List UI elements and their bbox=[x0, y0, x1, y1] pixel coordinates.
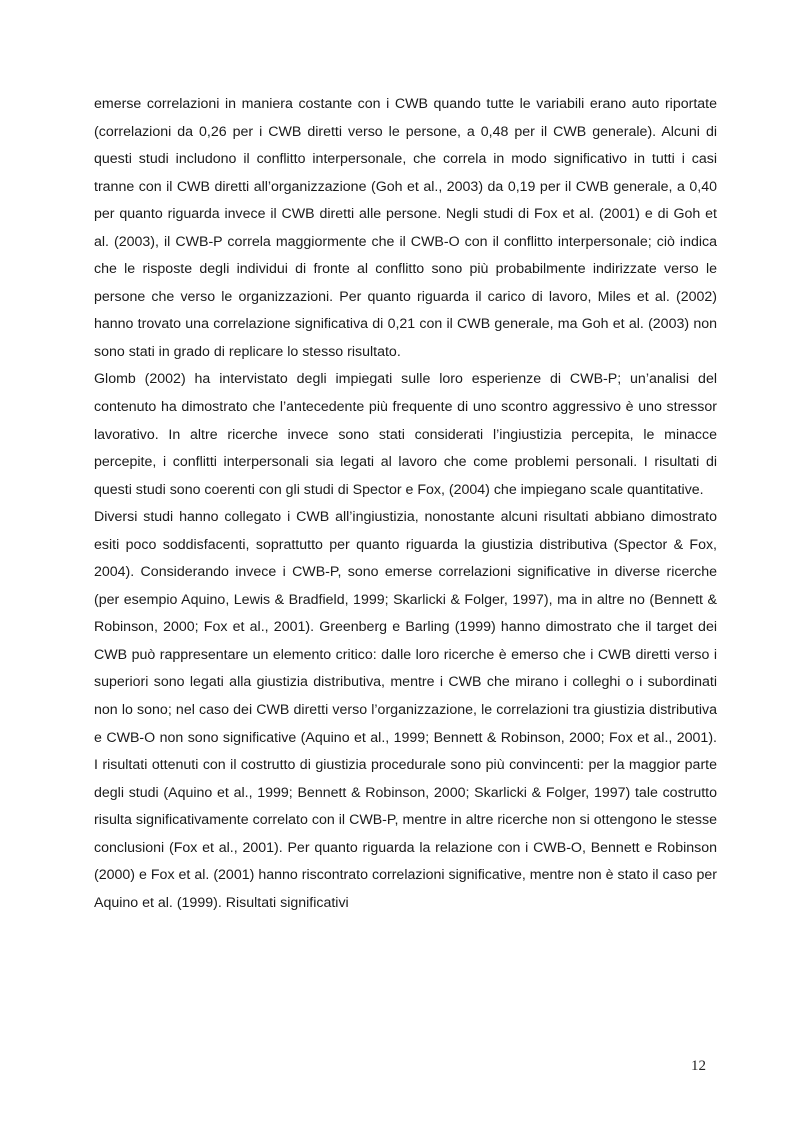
page-number: 12 bbox=[691, 1058, 706, 1074]
paragraph-1: emerse correlazioni in maniera costante con i CWB quando tutte le variabili erano auto riportate (correlazioni da 0,26 per i CWB diretti verso le persone, a 0,48 per il CWB generale). Alcuni di questi studi includono il conflitto interpersonale, che correla in modo significativo in tutti i casi tranne con il CWB diretti all’organizzazione (Goh et al., 2003) da 0,19 per il CWB generale, a 0,40 per quanto riguarda invece il CWB diretti alle persone. Negli studi di Fox et al. (2001) e di Goh et al. (2003), il CWB-P correla maggiormente che il CWB-O con il conflitto interpersonale; ciò indica che le risposte degli individui di fronte al conflitto sono più probabilmente indirizzate verso le persone che verso le organizzazioni. Per quanto riguarda il carico di lavoro, Miles et al. (2002) hanno trovato una correlazione significativa di 0,21 con il CWB generale, ma Goh et al. (2003) non sono stati in grado di replicare lo stesso risultato. bbox=[94, 96, 717, 360]
paragraph-3: Diversi studi hanno collegato i CWB all’ingiustizia, nonostante alcuni risultati abbiano dimostrato esiti poco soddisfacenti, soprattutto per quanto riguarda la giustizia distributiva (Spector & Fox, 2004). Considerando invece i CWB-P, sono emerse correlazioni significative in diverse ricerche (per esempio Aquino, Lewis & Bradfield, 1999; Skarlicki & Folger, 1997), ma in altre no (Bennett & Robinson, 2000; Fox et al., 2001). Greenberg e Barling (1999) hanno dimostrato che il target dei CWB può rappresentare un elemento critico: dalle loro ricerche è emerso che i CWB diretti verso i superiori sono legati alla giustizia distributiva, mentre i CWB che mirano i colleghi o i subordinati non lo sono; nel caso dei CWB diretti verso l’organizzazione, le correlazioni tra giustizia distributiva e CWB-O non sono significative (Aquino et al., 1999; Bennett & Robinson, 2000; Fox et al., 2001). I risultati ottenuti con il costrutto di giustizia procedurale sono più convincenti: per la maggior parte degli studi (Aquino et al., 1999; Bennett & Robinson, 2000; Skarlicki & Folger, 1997) tale costrutto risulta significativamente correlato con il CWB-P, mentre in altre ricerche non si ottengono le stesse conclusioni (Fox et al., 2001). Per quanto riguarda la relazione con i CWB-O, Bennett e Robinson (2000) e Fox et al. (2001) hanno riscontrato correlazioni significative, mentre non è stato il caso per Aquino et al. (1999). Risultati significativi bbox=[94, 509, 717, 911]
body-text bbox=[94, 91, 717, 917]
paragraph-2: Glomb (2002) ha intervistato degli impiegati sulle loro esperienze di CWB-P; un’analisi del contenuto ha dimostrato che l’antecedente più frequente di uno scontro aggressivo è uno stressor lavorativo. In altre ricerche invece sono stati considerati l’ingiustizia percepita, le minacce percepite, i conflitti interpersonali sia legati al lavoro che come problemi personali. I risultati di questi studi sono coerenti con gli studi di Spector e Fox, (2004) che impiegano scale quantitative. bbox=[94, 371, 717, 498]
